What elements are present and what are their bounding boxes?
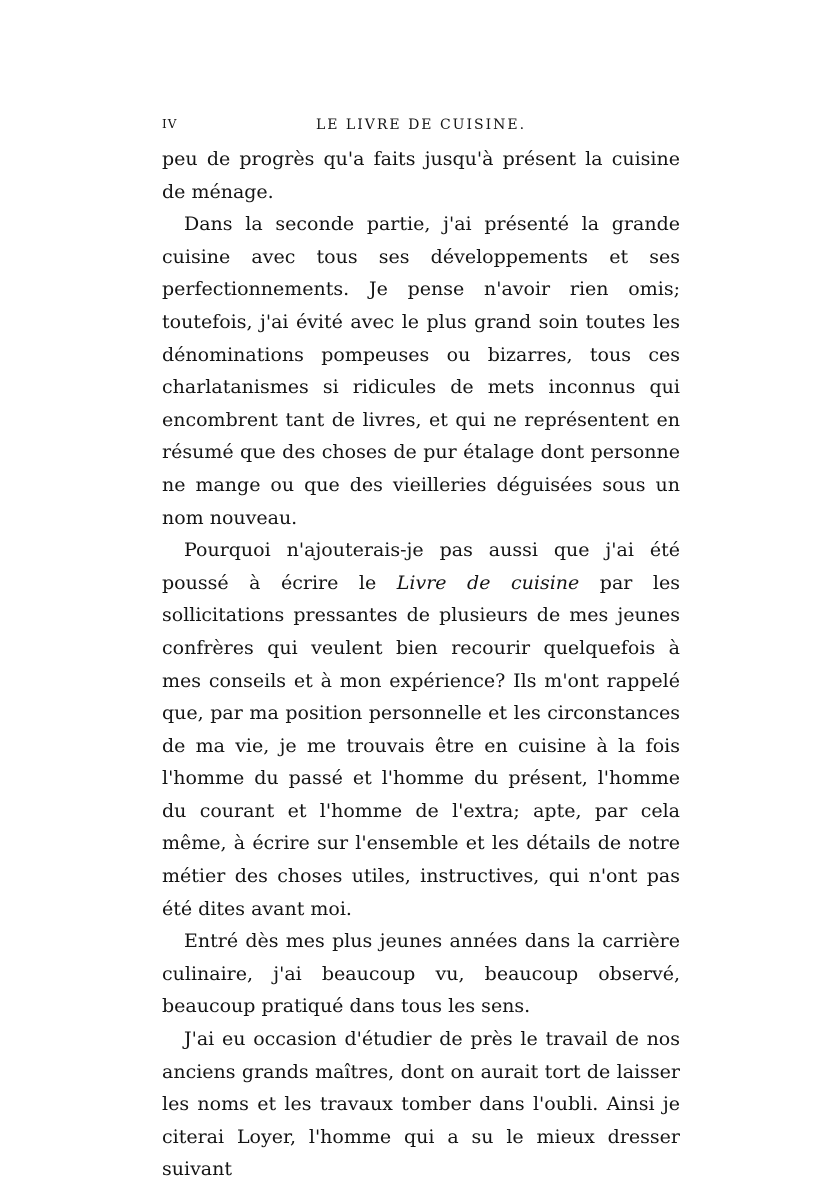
paragraph-why-written	[162, 534, 680, 925]
paragraph-continued: peu de progrès qu'a faits jusqu'à présent la cuisine de ménage.	[162, 148, 680, 203]
paragraph-text-after-title: par les sollicitations pressantes de plusieurs de mes jeunes confrères qui veulent bien recourir quelquefois à mes conseils et à mon expérience? Ils m'ont rappelé que, par ma position personnelle et les circonstances de ma vie, je me trouvais être en cuisine à la fois l'homme du passé et l'homme du présent, l'homme du courant et l'homme de l'extra; apte, par cela même, à écrire sur l'ensemble et les détails de notre métier des choses utiles, instructives, qui n'ont pas été dites avant moi.	[162, 571, 680, 920]
paragraph-old-masters: J'ai eu occasion d'étudier de près le travail de nos anciens grands maîtres, dont on aurait tort de laisser les noms et les travaux tomber dans l'oubli. Ainsi je citerai Loyer, l'homme qui a su le mieux dresser suivant	[162, 1028, 680, 1181]
running-head	[162, 117, 680, 135]
book-title-italic: Livre de cuisine	[396, 571, 580, 594]
running-title: LE LIVRE DE CUISINE.	[315, 117, 527, 133]
page-number: IV	[162, 117, 178, 131]
paragraph-second-part: Dans la seconde partie, j'ai présenté la grande cuisine avec tous ses développements et ses perfectionnements. Je pense n'avoir rien omis; toutefois, j'ai évité avec le plus grand soin toutes les dénominations pompeuses ou bizarres, tous ces charlatanismes si ridicules de mets inconnus qui encombrent tant de livres, et qui ne représentent en résumé que des choses de pur étalage dont personne ne mange ou que des vieilleries déguisées sous un nom nouveau.	[162, 213, 680, 529]
paragraph-career: Entré dès mes plus jeunes années dans la carrière culinaire, j'ai beaucoup vu, beaucoup observé, beaucoup pratiqué dans tous les sens.	[162, 930, 680, 1018]
body-text	[162, 143, 680, 1186]
paragraph-text-before-title: Pourquoi n'ajouterais-je pas aussi que j'ai été poussé à écrire le	[162, 539, 680, 594]
